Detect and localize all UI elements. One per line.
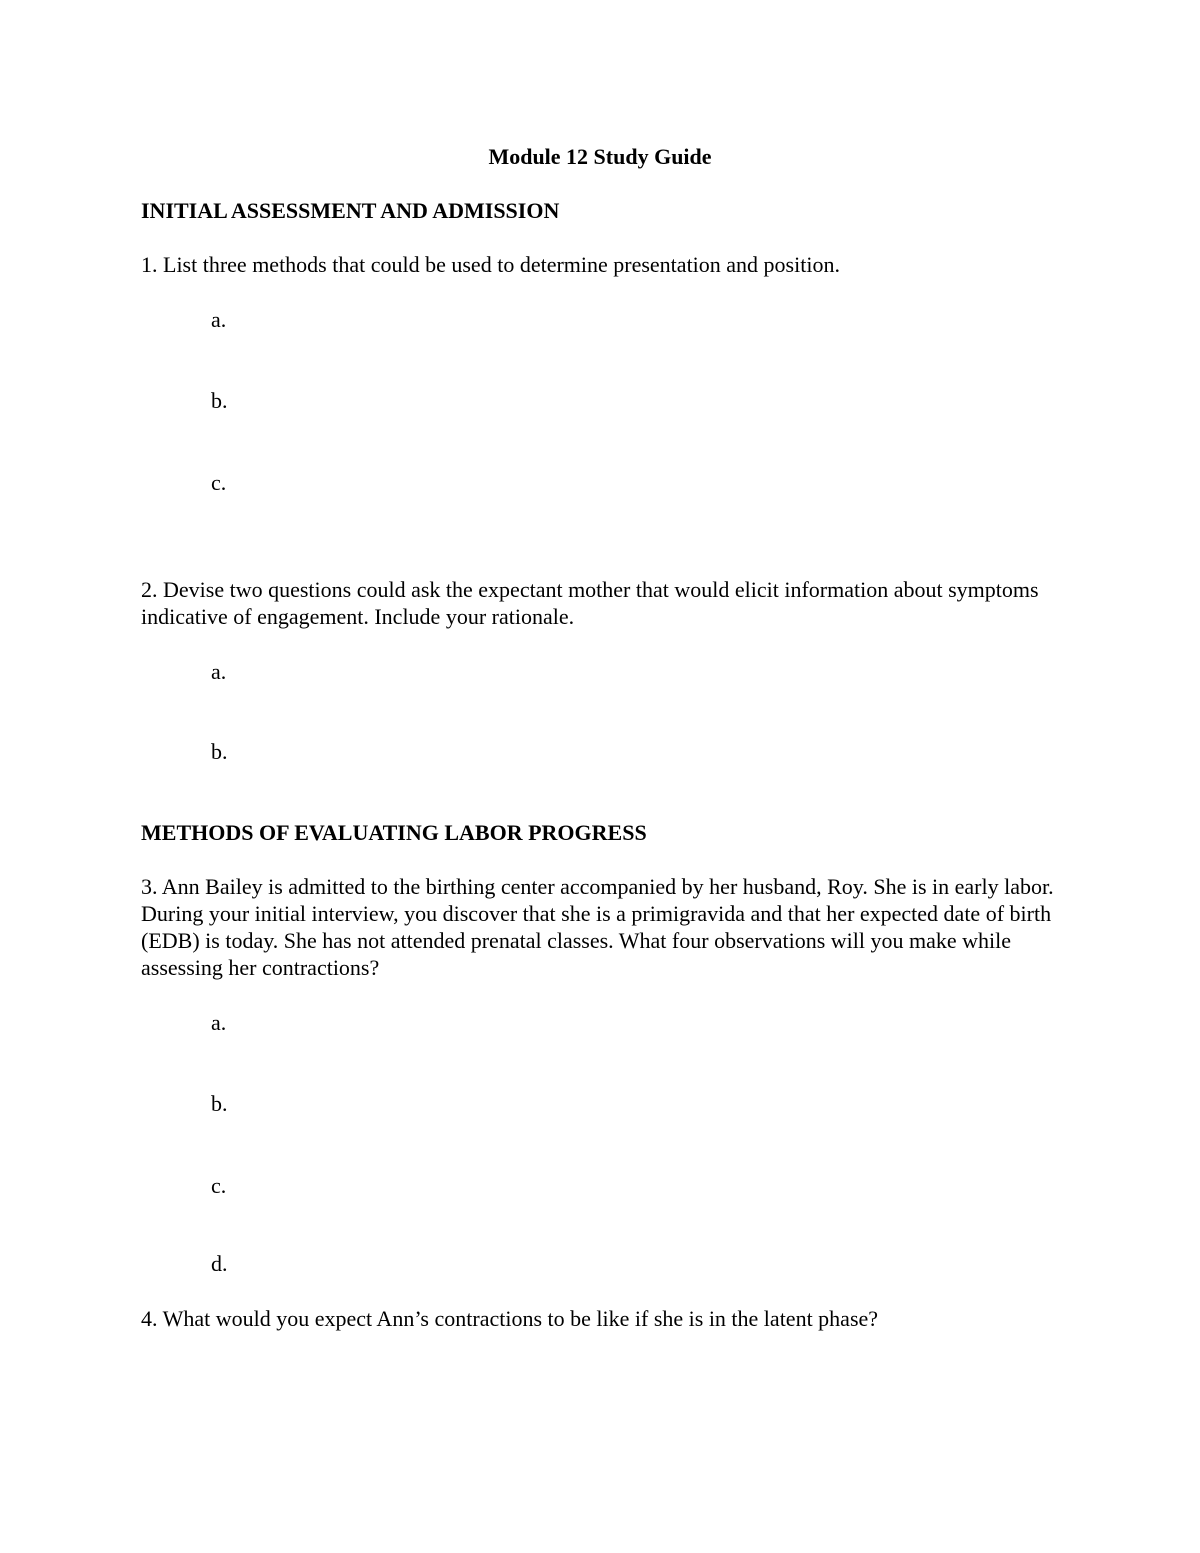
document-title: Module 12 Study Guide [488,144,712,169]
question-2-option-a: a. [211,659,227,684]
question-1-option-c: c. [211,470,227,495]
question-4: 4. What would you expect Ann’s contractions to be like if she is in the latent phase? [141,1306,879,1331]
question-1: 1. List three methods that could be used to determine presentation and position. [141,252,840,277]
question-1-option-a: a. [211,307,227,332]
section-heading-labor-progress: METHODS OF EVALUATING LABOR PROGRESS [141,820,647,845]
question-3-option-b: b. [211,1091,228,1116]
question-3: 3. Ann Bailey is admitted to the birthing center accompanied by her husband, Roy. She is in early labor. During your initial interview, you discover that she is a primigravida and that her expected date of birth (EDB) is today. She has not attended prenatal classes. What four observations will you make while assessing her contractions? [141,874,1054,980]
section-heading-initial-assessment: INITIAL ASSESSMENT AND ADMISSION [141,198,560,223]
question-2-option-b: b. [211,739,228,764]
question-2: 2. Devise two questions could ask the expectant mother that would elicit information about symptoms indicative of engagement. Include your rationale. [141,577,1039,629]
question-3-option-d: d. [211,1251,228,1276]
question-3-option-a: a. [211,1010,227,1035]
question-3-option-c: c. [211,1173,227,1198]
question-1-option-b: b. [211,388,228,413]
